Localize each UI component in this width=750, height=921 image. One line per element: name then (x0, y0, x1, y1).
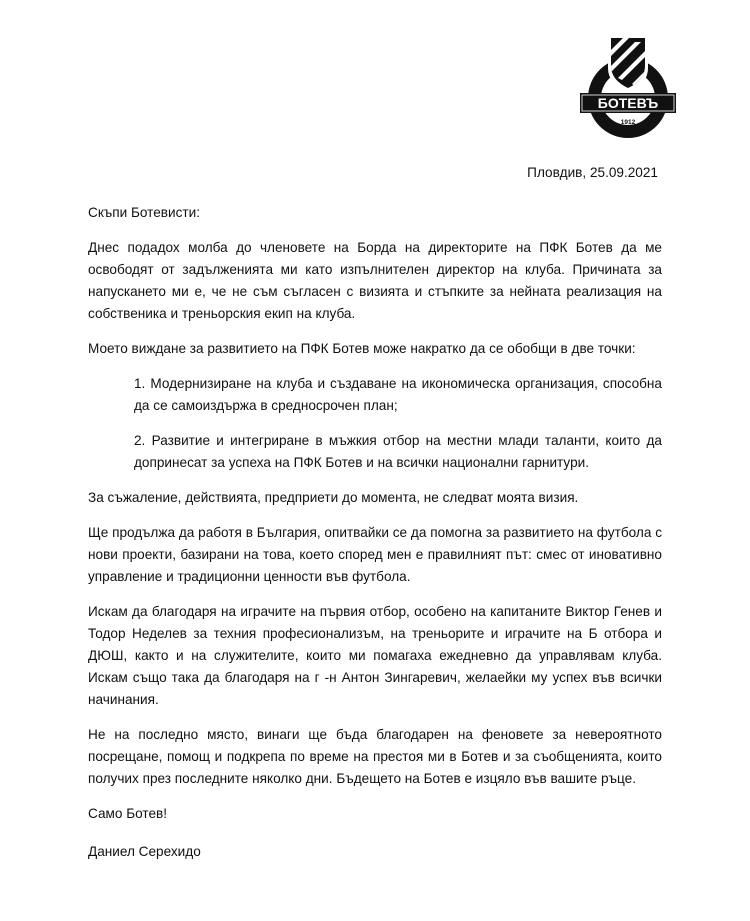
paragraph-resignation: Днес подадох молба до членовете на Борда на директорите на ПФК Ботев да ме освободят от задълженията ми като изпълнителен директор на клуба. Причината за напускането ми е, че не съм съгласен с визията и стъпките за нейната реализация на собственика и треньорския екип на клуба. (88, 240, 662, 321)
place-and-date: Пловдив, 25.09.2021 (527, 165, 658, 180)
vision-point-1: 1. Модернизиране на клуба и създаване на икономическа организация, способна да се самоиздържа в средносрочен план; (134, 376, 662, 413)
paragraph-regret: За съжаление, действията, предприети до момента, не следват моята визия. (88, 490, 579, 505)
paragraph-fans: Не на последно място, винаги ще бъда благодарен на феновете за невероятното посрещане, помощ и подкрепа по време на престоя ми в Ботев и за съобщенията, които получих през последните няколко дни. Бъдещето на Ботев е изцяло във вашите ръце. (88, 727, 662, 786)
paragraph-future-plans: Ще продължа да работя в България, опитвайки се да помогна за развитието на футбола с нови проекти, базирани на това, което според мен е правилният път: смес от иновативно управление и традиционни ценности във футбола. (88, 525, 662, 584)
logo-name-text: БОТЕВЪ (597, 95, 659, 111)
paragraph-vision-intro: Моето виждане за развитието на ПФК Ботев може накратко да се обобщи в две точки: (88, 341, 636, 356)
salutation: Скъпи Ботевисти: (88, 205, 201, 220)
closing-phrase: Само Ботев! (88, 806, 168, 821)
logo-year-text: 1912 (620, 119, 636, 126)
vision-point-2: 2. Развитие и интегриране в мъжкия отбор на местни млади таланти, които да допринесат за успеха на ПФК Ботев и на всички национални гарнитури. (134, 433, 662, 470)
paragraph-thanks: Искам да благодаря на играчите на първия отбор, особено на капитаните Виктор Генев и Тодор Неделев за техния професионализъм, на треньорите и играчите на Б отбора и ДЮШ, както и на служителите, които ми помагаха ежедневно да управлявам клуба. Искам също така да благодаря на г -н Антон Зингаревич, желаейки му успех във всички начинания. (88, 604, 662, 707)
signature-name: Даниел Серехидо (88, 844, 201, 859)
